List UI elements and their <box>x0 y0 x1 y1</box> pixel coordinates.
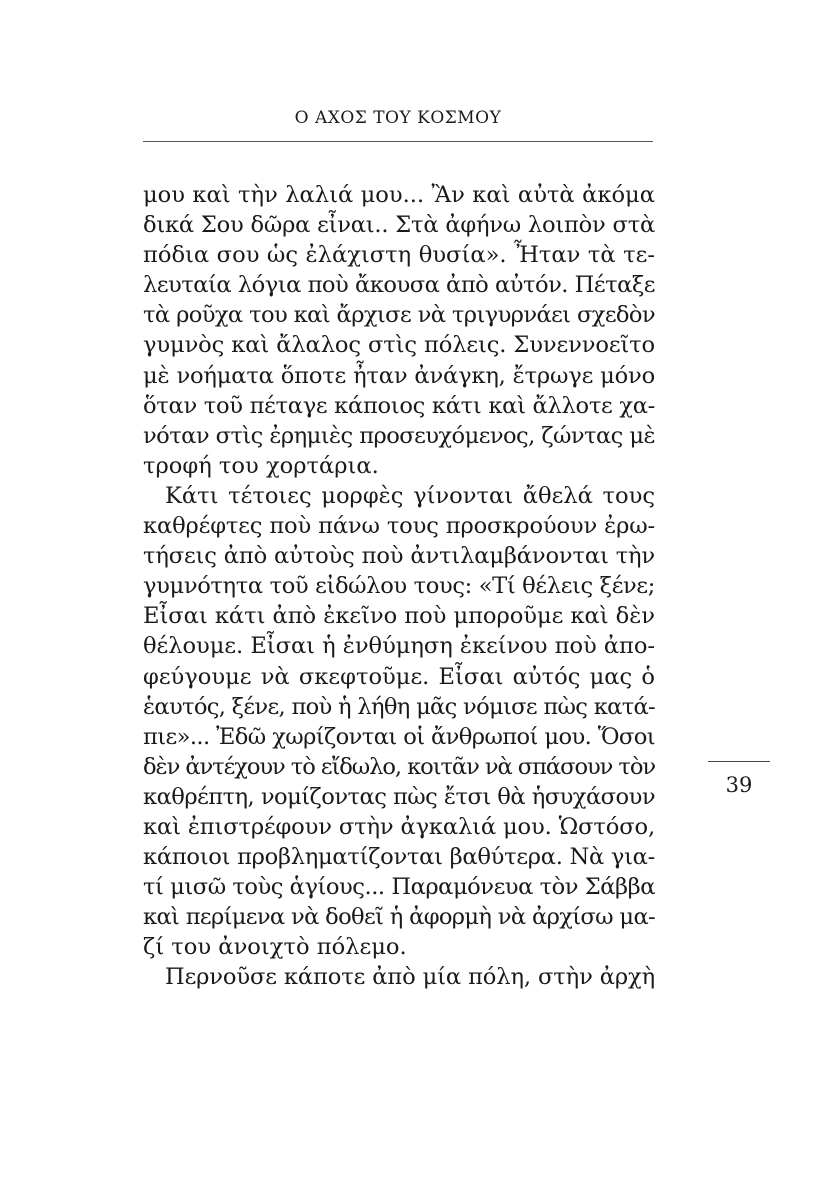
text-line: λευταία λόγια ποὺ ἄκουσα ἀπὸ αὐτόν. Πέταξε <box>143 272 656 299</box>
text-line: ἑαυτός, ξένε, ποὺ ἡ λήθη μᾶς νόμισε πὼς κατά- <box>143 693 655 720</box>
text-line: Κάτι τέτοιες μορφὲς γίνονται ἄθελά τους <box>165 482 655 509</box>
text-line: θέλουμε. Εἶσαι ἡ ἐνθύμηση ἐκείνου ποὺ ἀπο- <box>143 633 655 660</box>
text-line: καὶ ἐπιστρέφουν στὴν ἀγκαλιά μου. Ὡστόσο, <box>143 813 655 840</box>
running-title: Ο ΑΧΟΣ ΤΟΥ ΚΟΣΜΟΥ <box>294 108 502 128</box>
text-line: καθρέφτες ποὺ πάνω τους προσκρούουν ἐρω- <box>143 513 656 540</box>
text-line: μὲ νοήματα ὅποτε ἦταν ἀνάγκη, ἔτρωγε μόνο <box>143 362 656 389</box>
text-line: καὶ περίμενα νὰ δοθεῖ ἡ ἀφορμὴ νὰ ἀρχίσω μα- <box>143 904 656 931</box>
text-line: νόταν στὶς ἐρημιὲς προσευχόμενος, ζώντας μὲ <box>143 422 656 449</box>
body-text <box>143 180 655 993</box>
text-line: γυμνὸς καὶ ἄλαλος στὶς πόλεις. Συνεννοεῖτο <box>143 332 656 359</box>
text-line: τροφή του χορτάρια. <box>143 452 379 479</box>
text-line: πιε»... Ἐδῶ χωρίζονται οἱ ἄνθρωποί μου. Ὅσοι <box>143 723 655 750</box>
text-line: δὲν ἀντέχουν τὸ εἴδωλο, κοιτᾶν νὰ σπάσουν τὸν <box>143 753 656 780</box>
page-number: 39 <box>725 773 753 797</box>
text-line: γυμνότητα τοῦ εἰδώλου τους: «Τί θέλεις ξένε; <box>143 573 655 600</box>
text-line: ζί του ἀνοιχτὸ πόλεμο. <box>143 934 407 961</box>
text-line: πόδια σου ὡς ἐλάχιστη θυσία». Ἦταν τὰ τε- <box>143 242 655 269</box>
text-line: τήσεις ἀπὸ αὐτοὺς ποὺ ἀντιλαμβάνονται τὴν <box>143 543 655 570</box>
text-line: κάποιοι προβληματίζονται βαθύτερα. Νὰ για- <box>143 844 656 871</box>
text-line: τὰ ροῦχα του καὶ ἄρχισε νὰ τριγυρνάει σχεδὸν <box>143 302 655 329</box>
text-line: τί μισῶ τοὺς ἁγίους... Παραμόνευα τὸν Σάββα <box>143 874 655 901</box>
text-line: Περνοῦσε κάποτε ἀπὸ μία πόλη, στὴν ἀρχὴ <box>165 964 655 991</box>
text-line: δικά Σου δῶρα εἶναι.. Στὰ ἀφήνω λοιπὸν στὰ <box>143 212 656 239</box>
text-line: μου καὶ τὴν λαλιά μου... Ἂν καὶ αὐτὰ ἀκόμα <box>143 182 655 208</box>
text-line: φεύγουμε νὰ σκεφτοῦμε. Εἶσαι αὐτός μας ὁ <box>143 663 655 690</box>
page-number-rule <box>708 761 770 762</box>
text-line: καθρέπτη, νομίζοντας πὼς ἔτσι θὰ ἡσυχάσουν <box>143 783 656 810</box>
header-rule <box>143 141 653 142</box>
text-line: Εἶσαι κάτι ἀπὸ ἐκεῖνο ποὺ μποροῦμε καὶ δὲν <box>143 603 655 630</box>
text-line: ὅταν τοῦ πέταγε κάποιος κάτι καὶ ἄλλοτε χα- <box>143 392 655 419</box>
